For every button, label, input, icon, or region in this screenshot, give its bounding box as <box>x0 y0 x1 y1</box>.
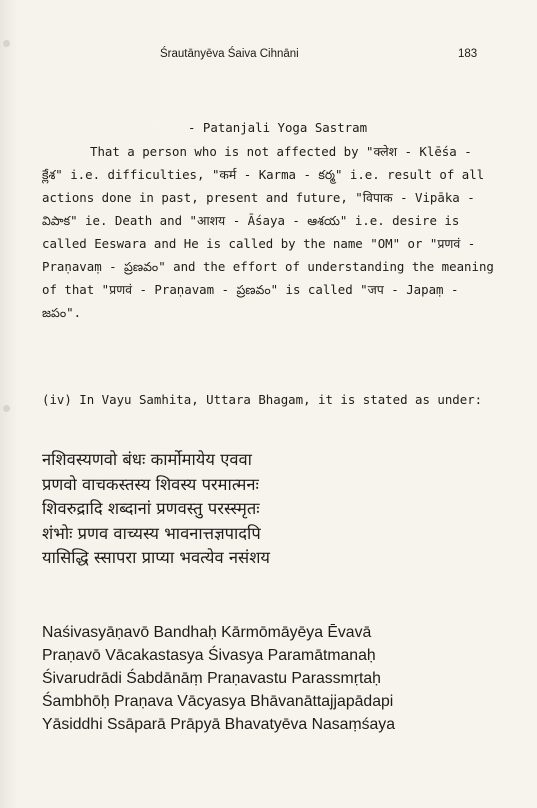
transliteration-line: Praṇavō Vācakastasya Śivasya Paramātmanaḥ <box>42 647 376 664</box>
transliteration-line: Śambhōḥ Praṇava Vācyasya Bhāvanāttajjapādapi <box>42 693 394 710</box>
running-header <box>0 48 537 64</box>
sanskrit-verse <box>42 448 502 571</box>
running-title: Śrautānyēva Śaiva Cihnāni <box>160 48 299 60</box>
verse-line: शिवरुद्रादि शब्दानां प्रणवस्तु परस्स्मृतः <box>42 499 260 518</box>
punch-hole-mark <box>3 405 10 412</box>
transliteration-verse <box>42 621 512 736</box>
transliteration-line: Śivarudrādi Śabdānāṃ Praṇavastu Parassmṛtaḥ <box>42 670 381 687</box>
verse-line: यासिद्धि स्सापरा प्राप्या भवत्येव नसंशय <box>42 548 270 567</box>
paragraph-vayu-samhita: (iv) In Vayu Samhita, Uttara Bhagam, it is stated as under: <box>42 392 483 407</box>
transliteration-line: Naśivasyāṇavō Bandhaḥ Kārmōmāyēya Ēvavā <box>42 624 372 641</box>
page-number: 183 <box>458 48 478 60</box>
paragraph-eeswara <box>42 140 502 324</box>
verse-line: प्रणवो वाचकस्तस्य शिवस्य परमात्मनः <box>42 474 259 494</box>
verse-line: नशिवस्यणवो बंधः कार्मोमायेय एववा <box>42 450 252 469</box>
punch-hole-mark <box>3 40 10 47</box>
paragraph-text: That a person who is not affected by "क्लेश - Klēśa - క్లేశ" i.e. difficulties, "कर्म - Karma - కర్మ" i.e. result of all actions done in past, present and future, "विपाक - Vipāka - విపాక" ie. Death and "आशय - Āśaya - ఆశయ" i.e. desire is called Eeswara and He is called by the name "OM" or "प्रणवं - Praṇavaṃ - ప్రణవం" and the effort of understanding the meaning of that "प्रणवं - Praṇavam - ప్రణవం" is called "जप - Japaṃ - జపం". <box>42 144 502 320</box>
transliteration-line: Yāsiddhi Ssāparā Prāpyā Bhavatyēva Nasaṃśaya <box>42 716 395 733</box>
citation: - Patanjali Yoga Sastram <box>188 120 368 135</box>
verse-line: शंभोः प्रणव वाच्यस्य भावनात्तज्ञपादपि <box>42 523 261 543</box>
